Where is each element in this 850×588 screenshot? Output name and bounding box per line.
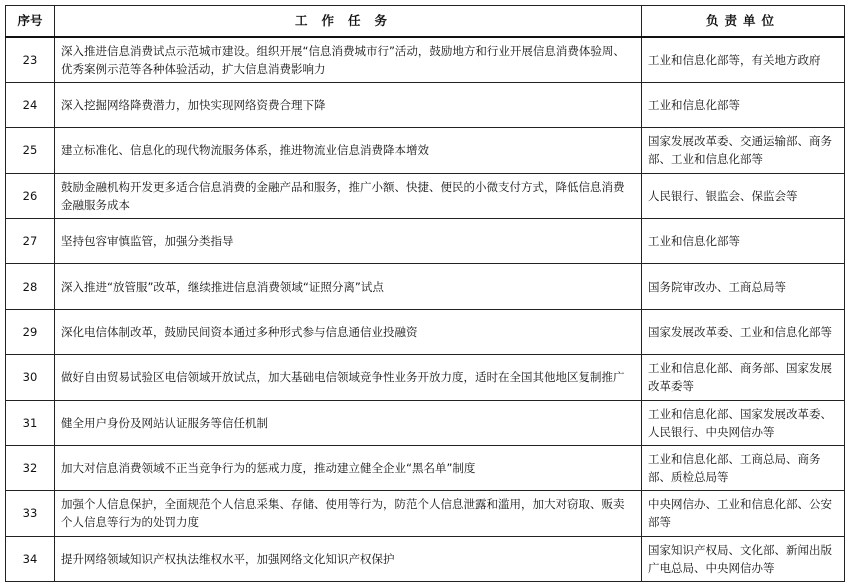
row-task: 建立标准化、信息化的现代物流服务体系，推进物流业信息消费降本增效 (55, 128, 642, 173)
row-unit: 工业和信息化部等 (642, 82, 845, 127)
row-number: 29 (6, 309, 55, 354)
header-unit: 负责单位 (642, 6, 845, 38)
row-unit: 工业和信息化部、国家发展改革委、人民银行、中央网信办等 (642, 400, 845, 445)
row-task: 深入推进信息消费试点示范城市建设。组织开展“信息消费城市行”活动，鼓励地方和行业开展信息消费体验周、优秀案例示范等各种体验活动，扩大信息消费影响力 (55, 37, 642, 82)
table-row (6, 173, 845, 218)
row-unit: 工业和信息化部等 (642, 219, 845, 264)
row-unit: 国家知识产权局、文化部、新闻出版广电总局、中央网信办等 (642, 536, 845, 581)
table-row (6, 128, 845, 173)
row-task: 深入推进“放管服”改革，继续推进信息消费领域“证照分离”试点 (55, 264, 642, 309)
row-task: 鼓励金融机构开发更多适合信息消费的金融产品和服务，推广小额、快捷、便民的小微支付方式，降低信息消费金融服务成本 (55, 173, 642, 218)
row-number: 30 (6, 355, 55, 400)
row-unit: 工业和信息化部等，有关地方政府 (642, 37, 845, 82)
row-unit: 工业和信息化部、商务部、国家发展改革委等 (642, 355, 845, 400)
row-unit: 工业和信息化部、工商总局、商务部、质检总局等 (642, 445, 845, 490)
row-number: 24 (6, 82, 55, 127)
row-unit: 国家发展改革委、交通运输部、商务部、工业和信息化部等 (642, 128, 845, 173)
row-number: 25 (6, 128, 55, 173)
header-task: 工作任务 (55, 6, 642, 38)
row-number: 27 (6, 219, 55, 264)
row-number: 34 (6, 536, 55, 581)
row-task: 提升网络领域知识产权执法维权水平，加强网络文化知识产权保护 (55, 536, 642, 581)
row-number: 32 (6, 445, 55, 490)
table-header-row (6, 6, 845, 38)
row-number: 33 (6, 491, 55, 536)
row-task: 深化电信体制改革，鼓励民间资本通过多种形式参与信息通信业投融资 (55, 309, 642, 354)
table-row (6, 355, 845, 400)
table-row (6, 536, 845, 581)
table-row (6, 37, 845, 82)
row-number: 23 (6, 37, 55, 82)
row-task: 健全用户身份及网站认证服务等信任机制 (55, 400, 642, 445)
row-task: 加强个人信息保护，全面规范个人信息采集、存储、使用等行为，防范个人信息泄露和滥用，加大对窃取、贩卖个人信息等行为的处罚力度 (55, 491, 642, 536)
row-number: 28 (6, 264, 55, 309)
table-row (6, 309, 845, 354)
table-row (6, 400, 845, 445)
row-number: 26 (6, 173, 55, 218)
header-num: 序号 (6, 6, 55, 38)
row-number: 31 (6, 400, 55, 445)
row-task: 加大对信息消费领域不正当竞争行为的惩戒力度，推动建立健全企业“黑名单”制度 (55, 445, 642, 490)
row-unit: 人民银行、银监会、保监会等 (642, 173, 845, 218)
task-table (5, 5, 845, 582)
table-row (6, 445, 845, 490)
row-task: 深入挖掘网络降费潜力，加快实现网络资费合理下降 (55, 82, 642, 127)
row-unit: 国务院审改办、工商总局等 (642, 264, 845, 309)
row-unit: 国家发展改革委、工业和信息化部等 (642, 309, 845, 354)
table-row (6, 491, 845, 536)
row-task: 做好自由贸易试验区电信领域开放试点，加大基础电信领域竞争性业务开放力度，适时在全国其他地区复制推广 (55, 355, 642, 400)
table-row (6, 264, 845, 309)
row-unit: 中央网信办、工业和信息化部、公安部等 (642, 491, 845, 536)
row-task: 坚持包容审慎监管，加强分类指导 (55, 219, 642, 264)
table-row (6, 219, 845, 264)
table-row (6, 82, 845, 127)
